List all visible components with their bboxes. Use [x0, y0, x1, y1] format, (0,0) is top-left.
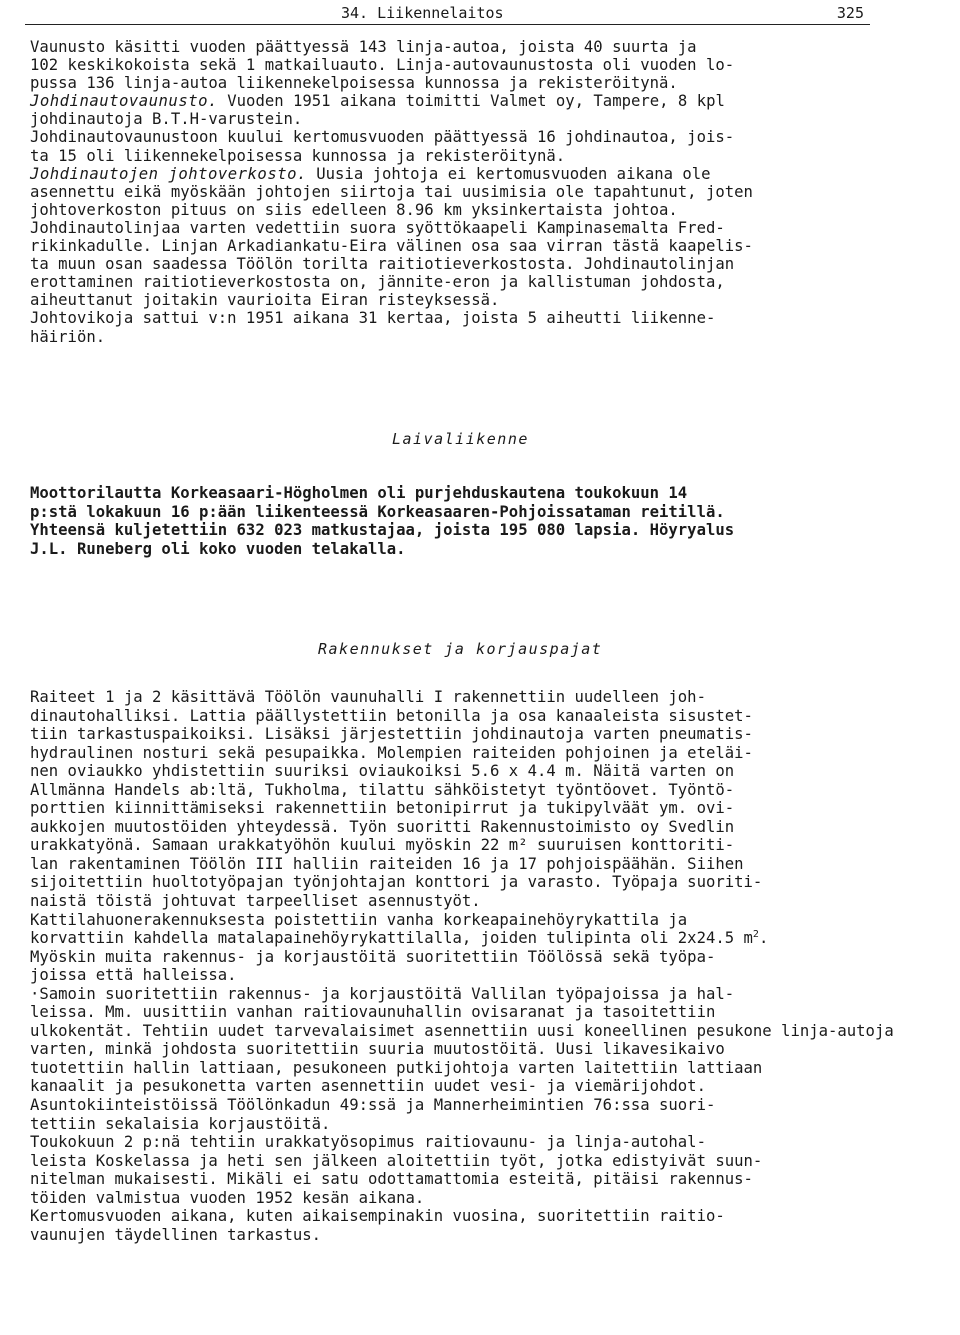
text-line: nen oviaukko yhdistettiin suuriksi oviaukoiksi 5.6 x 4.4 m. Näitä varten on: [30, 762, 735, 781]
section-rakennukset: [30, 688, 894, 1244]
text-line: Kertomusvuoden aikana, kuten aikaisempinakin vuosina, suoritettiin raitio-: [30, 1207, 725, 1226]
text-line: johtoverkoston pituus on siis edelleen 8.96 km yksinkertaista johtoa.: [30, 200, 678, 219]
text-line: aiheuttanut joitakin vaurioita Eiran risteyksessä.: [30, 291, 500, 310]
text-line: tuotettiin hallin lattiaan, pesukoneen putkijohtoja varten laitettiin lattiaan: [30, 1058, 763, 1077]
text-line: p:stä lokakuun 16 p:ään liikenteessä Korkeasaaren-Pohjoissataman reitillä.: [30, 502, 725, 521]
text-line: Toukokuun 2 p:nä tehtiin urakkatyösopimus raitiovaunu- ja linja-autohal-: [30, 1133, 706, 1152]
text-line: tettiin sekalaisia korjaustöitä.: [30, 1114, 331, 1133]
text-line: joissa että halleissa.: [30, 966, 237, 985]
text-line: pussa 136 linja-autoa liikennekelpoisessa kunnossa ja rekisteröitynä.: [30, 74, 678, 93]
text-line: dinautohalliksi. Lattia päällystettiin betonilla ja osa kanaaleista sisustet-: [30, 706, 753, 725]
text-line: rikinkadulle. Linjan Arkadiankatu-Eira välinen osa saa virran tästä kaapelis-: [30, 237, 753, 256]
text-line: Myöskin muita rakennus- ja korjaustöitä suoritettiin Töölössä sekä työpa-: [30, 947, 716, 966]
text-line: erottaminen raitiotieverkostosta on, jännite-eron ja kallistuman johdosta,: [30, 273, 725, 292]
text-line: Johdinautolinjaa varten vedettiin suora syöttökaapeli Kampinasemalta Fred-: [30, 218, 725, 237]
text-line: johdinautoja B.T.H-varustein.: [30, 110, 303, 129]
superscript: 2: [752, 928, 759, 940]
text-line: vaunujen täydellinen tarkastus.: [30, 1225, 322, 1244]
text-line: asennettu eikä myöskään johtojen siirtoja tai uusimisia ole tapahtunut, joten: [30, 182, 753, 201]
text-line: naistä töistä johtuvat tarpeelliset asennustyöt.: [30, 892, 481, 911]
section-vaunusto: [30, 38, 880, 346]
text-line: häiriön.: [30, 327, 106, 346]
page-number: 325: [836, 4, 864, 22]
text-line: sijoitettiin huoltotyöpajan työnjohtajan konttori ja varasto. Työpaja suoriti-: [30, 873, 763, 892]
text-line: töiden valmistua vuoden 1952 kesän aikana.: [30, 1188, 425, 1207]
text-line: Yhteensä kuljetettiin 632 023 matkustajaa, joista 195 080 lapsia. Höyryalus: [30, 521, 735, 540]
text-line: Johtovikoja sattui v:n 1951 aikana 31 kertaa, joista 5 aiheutti liikenne-: [30, 309, 716, 328]
text-line: Moottorilautta Korkeasaari-Högholmen oli purjehduskautena toukokuun 14: [30, 484, 688, 502]
text-line: ·Samoin suoritettiin rakennus- ja korjaustöitä Vallilan työpajoissa ja hal-: [30, 984, 735, 1003]
text-line: J.L. Runeberg oli koko vuoden telakalla.: [30, 539, 406, 558]
text-line: leissa. Mm. uusittiin vanhan raitiovaunuhallin ovisaranat ja tasoitettiin: [30, 1003, 716, 1022]
text-line: leista Koskelassa ja heti sen jälkeen aloitettiin työt, jotka edistyivät suun-: [30, 1151, 763, 1170]
text-line: ta 15 oli liikennekelpoisessa kunnossa ja rekisteröitynä.: [30, 146, 566, 165]
text-line: Johdinautovaunustoon kuului kertomusvuoden päättyessä 16 johdinautoa, jois-: [30, 128, 735, 147]
section-heading: Rakennukset ja korjauspajat: [318, 640, 603, 658]
text-line: varten, minkä johdosta suoritettiin suuria muutostöitä. Uusi likavesikaivo: [30, 1040, 725, 1059]
text-line: Allmänna Handels ab:ltä, Tukholma, tilattu sähköistetyt työntöovet. Työntö-: [30, 780, 735, 799]
text-line: korvattiin kahdella matalapainehöyrykattilalla, joiden tulipinta oli 2x24.5 $m^2$.: [30, 928, 769, 948]
text-line: porttien kiinnittämiseksi rakennettiin betonipirrut ja tukipylväät ym. ovi-: [30, 799, 735, 818]
text-line: Kattilahuonerakennuksesta poistettiin vanha korkeapainehöyrykattila ja: [30, 910, 688, 929]
section-laivaliikenne: [30, 484, 880, 558]
text-line: urakkatyönä. Samaan urakkatyöhön kuului myöskin 22 m² suuruisen konttoriti-: [30, 836, 735, 855]
text-line: ta muun osan saadessa Töölön torilta raitiotieverkostosta. Johdinautolinjan: [30, 255, 735, 274]
page-header: [25, 2, 870, 25]
run-in-heading: Johdinautojen johtoverkosto.: [30, 164, 307, 183]
text-line: aukkojen muutostöiden yhteydessä. Työn suoritti Rakennustoimisto oy Svedlin: [30, 817, 735, 836]
text-line: Raiteet 1 ja 2 käsittävä Töölön vaunuhalli I rakennettiin uudelleen joh-: [30, 688, 706, 706]
text-line: Vaunusto käsitti vuoden päättyessä 143 linja-autoa, joista 40 suurta ja: [30, 38, 697, 56]
text-line: ulkokentät. Tehtiin uudet tarvevalaisimet asennettiin uusi koneellinen pesukone linja-autoja: [30, 1021, 894, 1040]
text-line: Johdinautojen johtoverkosto. Uusia johtoja ei kertomusvuoden aikana ole: [30, 164, 711, 183]
text-line: hydraulinen nosturi sekä pesupaikka. Molempien raiteiden pohjoinen ja eteläi-: [30, 743, 753, 762]
run-in-heading: Johdinautovaunusto.: [30, 92, 218, 111]
chapter-title: 34. Liikennelaitos: [341, 4, 504, 22]
section-heading: Laivaliikenne: [392, 430, 529, 448]
text-line: 102 keskikokoista sekä 1 matkailuauto. Linja-autovaunustosta oli vuoden lo-: [30, 56, 735, 75]
text-line: nitelman mukaisesti. Mikäli ei satu odottamattomia esteitä, pitäisi rakennus-: [30, 1170, 753, 1189]
text-line: Johdinautovaunusto. Vuoden 1951 aikana toimitti Valmet oy, Tampere, 8 kpl: [30, 92, 725, 111]
text-line: Asuntokiinteistöissä Töölönkadun 49:ssä ja Mannerheimintien 76:ssa suori-: [30, 1096, 716, 1115]
text-line: tiin tarkastuspaikoiksi. Lisäksi järjestettiin johdinautoja varten pneumatis-: [30, 725, 753, 744]
text-line: lan rakentaminen Töölön III halliin raiteiden 16 ja 17 pohjoispäähän. Siihen: [30, 854, 744, 873]
text-line: kanaalit ja pesukonetta varten asennettiin uudet vesi- ja viemärijohdot.: [30, 1077, 706, 1096]
